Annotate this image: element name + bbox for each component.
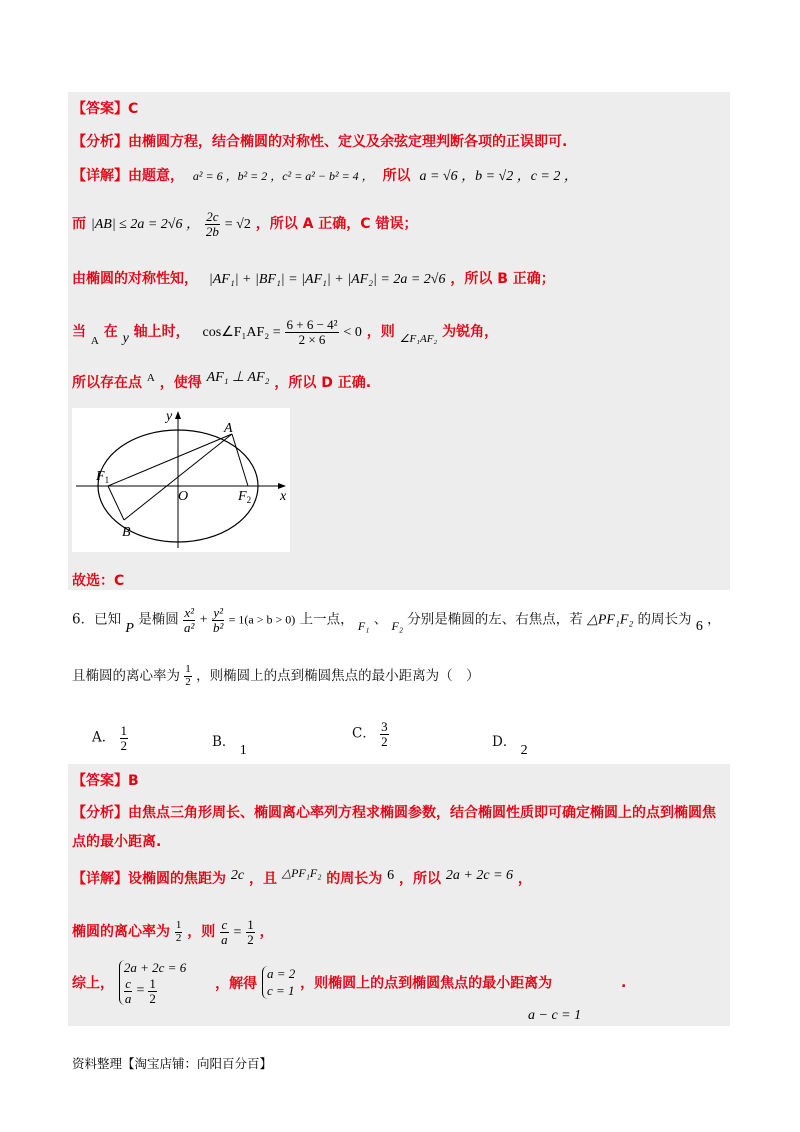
q6-ecc bbox=[184, 664, 192, 688]
detail-5-line4 bbox=[72, 318, 498, 346]
d6-l3-sys2-rden: 2 bbox=[149, 990, 156, 1006]
segment-F1-A bbox=[108, 434, 232, 486]
line4-acute: 为锐角， bbox=[442, 324, 499, 341]
segment-A-F2 bbox=[232, 434, 248, 486]
footer: 资料整理【淘宝店铺：向阳百分百】 bbox=[72, 1056, 273, 1071]
d6-l2-end: ， bbox=[259, 924, 274, 941]
line5-make: ，使得 bbox=[159, 375, 202, 391]
detail-eq1: a² = 6 ，b² = 2 ，c² = a² − b² = 4 ， bbox=[192, 169, 374, 183]
line4-cos: cos∠F₁AF₂ = bbox=[202, 325, 281, 341]
detail-6-line2 bbox=[72, 918, 274, 946]
line5-A: A bbox=[146, 372, 155, 384]
option-a-frac bbox=[120, 724, 129, 752]
d6-l3-res2: c = 1 bbox=[266, 982, 295, 998]
d6-end: ， bbox=[517, 871, 532, 887]
q6-ell-y-num: y² bbox=[213, 605, 223, 620]
q6-ecc-den: 2 bbox=[185, 676, 191, 688]
d6-final: a − c = 1 bbox=[528, 1008, 582, 1023]
option-a[interactable] bbox=[92, 724, 128, 752]
d6-l2-then: ，则 bbox=[187, 924, 216, 941]
option-a-den: 2 bbox=[120, 737, 128, 753]
q6-ell-y-den: b² bbox=[212, 619, 224, 635]
line2-frac bbox=[205, 210, 220, 238]
option-c-den: 2 bbox=[381, 733, 388, 749]
detail-6-line1 bbox=[72, 868, 532, 888]
detail-6-line3 bbox=[72, 960, 626, 1005]
line2-eq-tail: = √2 bbox=[224, 217, 251, 233]
d6-eq: 2a + 2c = 6 bbox=[445, 868, 514, 883]
label-y: y bbox=[166, 409, 173, 424]
d6-l3-result bbox=[262, 966, 295, 1000]
q6-perimeter-val: 6 bbox=[695, 618, 703, 634]
option-d-value: 2 bbox=[520, 743, 528, 758]
d6-tri: △PF₁F₂ bbox=[281, 866, 322, 880]
line2-frac-num: 2c bbox=[206, 209, 219, 224]
line5-text: ，所以 D 正确. bbox=[274, 375, 372, 391]
detail-5-line1 bbox=[72, 165, 578, 185]
answer-6: 【答案】B bbox=[72, 773, 139, 789]
d6-l3-sys1: 2a + 2c = 6 bbox=[123, 960, 187, 975]
d6-l2-half bbox=[246, 918, 255, 946]
detail-5-line2 bbox=[72, 210, 417, 238]
ellipse-diagram bbox=[72, 408, 290, 552]
line4-when: 当 bbox=[72, 324, 86, 341]
d6-l3-res1: a = 2 bbox=[266, 965, 296, 981]
d6-l3-end: . bbox=[620, 974, 627, 991]
option-b[interactable] bbox=[212, 730, 247, 758]
option-d-label: D． bbox=[492, 734, 517, 750]
answer-5: 【答案】C bbox=[72, 101, 139, 117]
q6-plus: + bbox=[199, 612, 208, 628]
question-6-line2 bbox=[72, 664, 480, 689]
q6-ell-x-den: a² bbox=[184, 619, 195, 635]
d6-so: ，所以 bbox=[399, 871, 442, 887]
d6-l3-sys2-left bbox=[124, 977, 133, 1005]
option-c-frac bbox=[380, 720, 389, 748]
line4-y: y bbox=[122, 331, 129, 347]
y-axis-arrow bbox=[175, 411, 181, 419]
d6-l3-label: 综上， bbox=[72, 975, 114, 992]
d6-l2-text: 椭圆的离心率为 bbox=[72, 924, 170, 941]
label-B: B bbox=[122, 525, 131, 540]
line4-frac-num: 6 + 6 − 4² bbox=[286, 317, 338, 332]
conclusion-5: 故选：C bbox=[72, 573, 125, 589]
question-6-line1 bbox=[72, 606, 721, 634]
d6-l2-c: c bbox=[221, 917, 228, 932]
detail-so: 所以 bbox=[382, 168, 411, 184]
d6-l2-ecc-den: 2 bbox=[175, 931, 182, 944]
line4-lt: < 0 bbox=[343, 325, 362, 341]
line2-text: ，所以 A 正确，C 错误； bbox=[255, 216, 418, 233]
detail-eq2: a = √6 ，b = √2 ，c = 2 ， bbox=[419, 169, 578, 184]
line4-then: ，则 bbox=[366, 324, 395, 341]
detail-5-line5 bbox=[72, 372, 371, 392]
line4-frac-den: 2 × 6 bbox=[298, 331, 326, 347]
d6-l3-system bbox=[119, 960, 186, 1005]
d6-l2-ecc-num: 1 bbox=[175, 919, 182, 932]
q6-ecc-num: 1 bbox=[185, 663, 191, 676]
analysis-6-line1: 【分析】由焦点三角形周长、椭圆离心率列方程求椭圆参数，结合椭圆性质即可确定椭圆上的点到椭圆焦 bbox=[72, 805, 716, 821]
d6-label: 【详解】设椭圆的焦距为 bbox=[72, 871, 226, 887]
d6-l3-text: ，则椭圆上的点到椭圆焦点的最小距离为 bbox=[300, 975, 553, 992]
option-c-label: C． bbox=[352, 725, 376, 742]
detail-5-line3 bbox=[72, 268, 555, 288]
line2-frac-den: 2b bbox=[205, 223, 219, 239]
label-F1 bbox=[95, 469, 109, 485]
d6-per: 的周长为 bbox=[326, 871, 383, 887]
label-A: A bbox=[224, 421, 233, 436]
q6-ell-x bbox=[183, 606, 195, 634]
label-O: O bbox=[178, 489, 189, 504]
option-a-num: 1 bbox=[120, 723, 128, 738]
q6-comma: ， bbox=[707, 611, 721, 628]
option-c[interactable] bbox=[352, 720, 389, 748]
d6-l3-sys2-rnum: 1 bbox=[149, 975, 156, 991]
d6-l3-sys2-right bbox=[148, 977, 157, 1005]
label-F1-main: F bbox=[96, 469, 105, 484]
line4-frac bbox=[285, 318, 338, 346]
d6-l2-half-num: 1 bbox=[247, 917, 254, 932]
d6-and: ，且 bbox=[248, 871, 277, 887]
option-a-label: A． bbox=[92, 729, 116, 746]
d6-l3-sys2-eq: = bbox=[135, 983, 146, 999]
option-b-value: 1 bbox=[239, 743, 247, 758]
q6-ell-tail: = 1(a > b > 0) bbox=[228, 612, 296, 627]
d6-l3-sys2-den: a bbox=[124, 990, 132, 1006]
line4-angle: ∠F₁AF₂ bbox=[399, 333, 438, 346]
line4-in: 在 bbox=[103, 324, 118, 341]
label-x: x bbox=[280, 489, 287, 504]
label-F2-sub: 2 bbox=[246, 495, 252, 505]
label-F1-sub: 1 bbox=[104, 475, 110, 485]
d6-2c: 2c bbox=[230, 868, 245, 883]
d6-l2-ecc bbox=[175, 920, 183, 944]
analysis-5: 【分析】由椭圆方程，结合椭圆的对称性、定义及余弦定理判断各项的正误即可. bbox=[72, 134, 568, 150]
q6-is-on: 是椭圆 bbox=[138, 611, 179, 628]
q6-F2: F₂ bbox=[391, 618, 403, 633]
ellipse-figure bbox=[72, 408, 290, 552]
q6-F1: F₁ bbox=[357, 618, 370, 633]
q6-ell-y bbox=[212, 606, 224, 634]
segment-F1-B bbox=[108, 486, 124, 520]
q6-one-point: 上一点， bbox=[299, 611, 354, 628]
line3-prefix: 由椭圆的对称性知， bbox=[72, 271, 198, 287]
d6-six: 6 bbox=[387, 868, 395, 883]
option-c-num: 3 bbox=[381, 719, 388, 734]
d6-l2-ca bbox=[220, 918, 229, 946]
q6-sep: 、 bbox=[373, 611, 388, 628]
detail-label: 【详解】由题意， bbox=[72, 168, 184, 184]
d6-l3-sys2-num: c bbox=[125, 975, 132, 991]
option-d[interactable] bbox=[492, 730, 528, 758]
q6-number: 6．已知 bbox=[72, 611, 122, 628]
line5-prefix: 所以存在点 bbox=[72, 375, 142, 391]
label-F2-main: F bbox=[238, 489, 247, 504]
q6-foci-text: 分别是椭圆的左、右焦点，若 bbox=[407, 611, 583, 628]
line3-text: ，所以 B 正确； bbox=[450, 271, 555, 287]
label-F2 bbox=[237, 489, 251, 505]
q6-triangle: △PF₁F₂ bbox=[587, 612, 634, 628]
q6-P: P bbox=[125, 620, 134, 636]
line4-A: A bbox=[90, 335, 99, 348]
line5-eq: AF₁ ⊥ AF₂ bbox=[206, 370, 270, 385]
line4-axis: 轴上时， bbox=[133, 324, 190, 341]
d6-l2-eq: = bbox=[233, 925, 242, 941]
q6-perimeter-text: 的周长为 bbox=[637, 611, 692, 628]
line2-prefix: 而 bbox=[72, 216, 86, 233]
q6-ell-x-num: x² bbox=[184, 605, 195, 620]
line3-eq: |AF₁| + |BF₁| = |AF₁| + |AF₂| = 2a = 2√6 bbox=[208, 272, 446, 287]
q6-line2-b: ，则椭圆上的点到椭圆焦点的最小距离为（ ） bbox=[196, 668, 480, 684]
d6-l3-solve: ，解得 bbox=[215, 975, 258, 992]
line2-eq: |AB| ≤ 2a = 2√6 ， bbox=[90, 217, 200, 233]
d6-l2-a: a bbox=[221, 931, 228, 947]
analysis-6-line2: 点的最小距离. bbox=[72, 834, 162, 850]
option-b-label: B． bbox=[212, 734, 236, 750]
d6-l3-sys2 bbox=[124, 977, 186, 1005]
q6-line2-a: 且椭圆的离心率为 bbox=[72, 668, 180, 684]
d6-l2-half-den: 2 bbox=[247, 931, 254, 947]
